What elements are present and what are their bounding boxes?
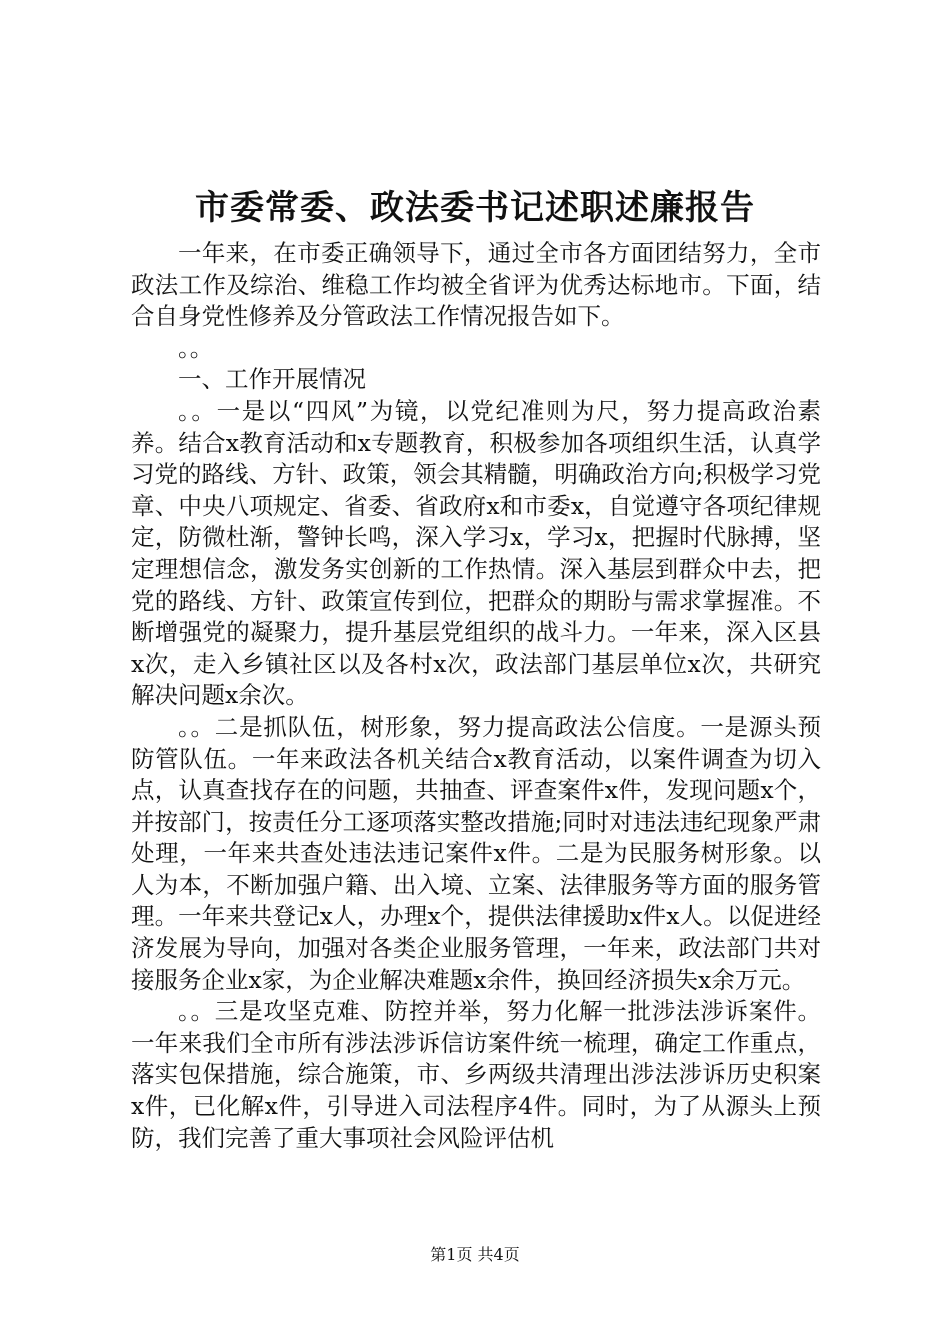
section-heading: 一、工作开展情况 bbox=[178, 365, 366, 394]
paragraph-item-2: 。。二是抓队伍，树形象，努力提高政法公信度。一是源头预防管队伍。一年来政法各机关结合x教育活动，以案件调查为切入点，认真查找存在的问题，共抽查、评查案件x件，发现问题x个，并按部门，按责任分工逐项落实整改措施;同时对违法违纪现象严肃处理，一年来共查处违法违记案件x件。二是为民服务树形象。以人为本，不断加强户籍、出入境、立案、法律服务等方面的服务管理。一年来共登记x人，办理x个，提供法律援助x件x人。以促进经济发展为导向，加强对各类企业服务管理，一年来，政法部门共对接服务企业x家，为企业解决难题x余件，换回经济损失x余万元。 bbox=[131, 712, 821, 994]
document-body bbox=[131, 238, 821, 1154]
document-title: 市委常委、政法委书记述职述廉报告 bbox=[195, 188, 755, 228]
paragraph-separator: 。。 bbox=[178, 333, 214, 362]
paragraph-item-3: 。。三是攻坚克难、防控并举，努力化解一批涉法涉诉案件。一年来我们全市所有涉法涉诉信访案件统一梳理，确定工作重点，落实包保措施，综合施策，市、乡两级共清理出涉法涉诉历史积案x件，已化解x件，引导进入司法程序4件。同时，为了从源头上预防，我们完善了重大事项社会风险评估机 bbox=[131, 997, 821, 1152]
paragraph-intro: 一年来，在市委正确领导下，通过全市各方面团结努力，全市政法工作及综治、维稳工作均被全省评为优秀达标地市。下面，结合自身党性修养及分管政法工作情况报告如下。 bbox=[131, 239, 821, 331]
page-number-footer: 第1页 共4页 bbox=[430, 1245, 520, 1264]
paragraph-item-1: 。。一是以“四风”为镜，以党纪准则为尺，努力提高政治素养。结合x教育活动和x专题教育，积极参加各项组织生活，认真学习党的路线、方针、政策，领会其精髓，明确政治方向;积极学习党章、中央八项规定、省委、省政府x和市委x，自觉遵守各项纪律规定，防微杜渐，警钟长鸣，深入学习x，学习x，把握时代脉搏，坚定理想信念，激发务实创新的工作热情。深入基层到群众中去，把党的路线、方针、政策宣传到位，把群众的期盼与需求掌握准。不断增强党的凝聚力，提升基层党组织的战斗力。一年来，深入区县x次，走入乡镇社区以及各村x次，政法部门基层单位x次，共研究解决问题x余次。 bbox=[131, 396, 821, 710]
